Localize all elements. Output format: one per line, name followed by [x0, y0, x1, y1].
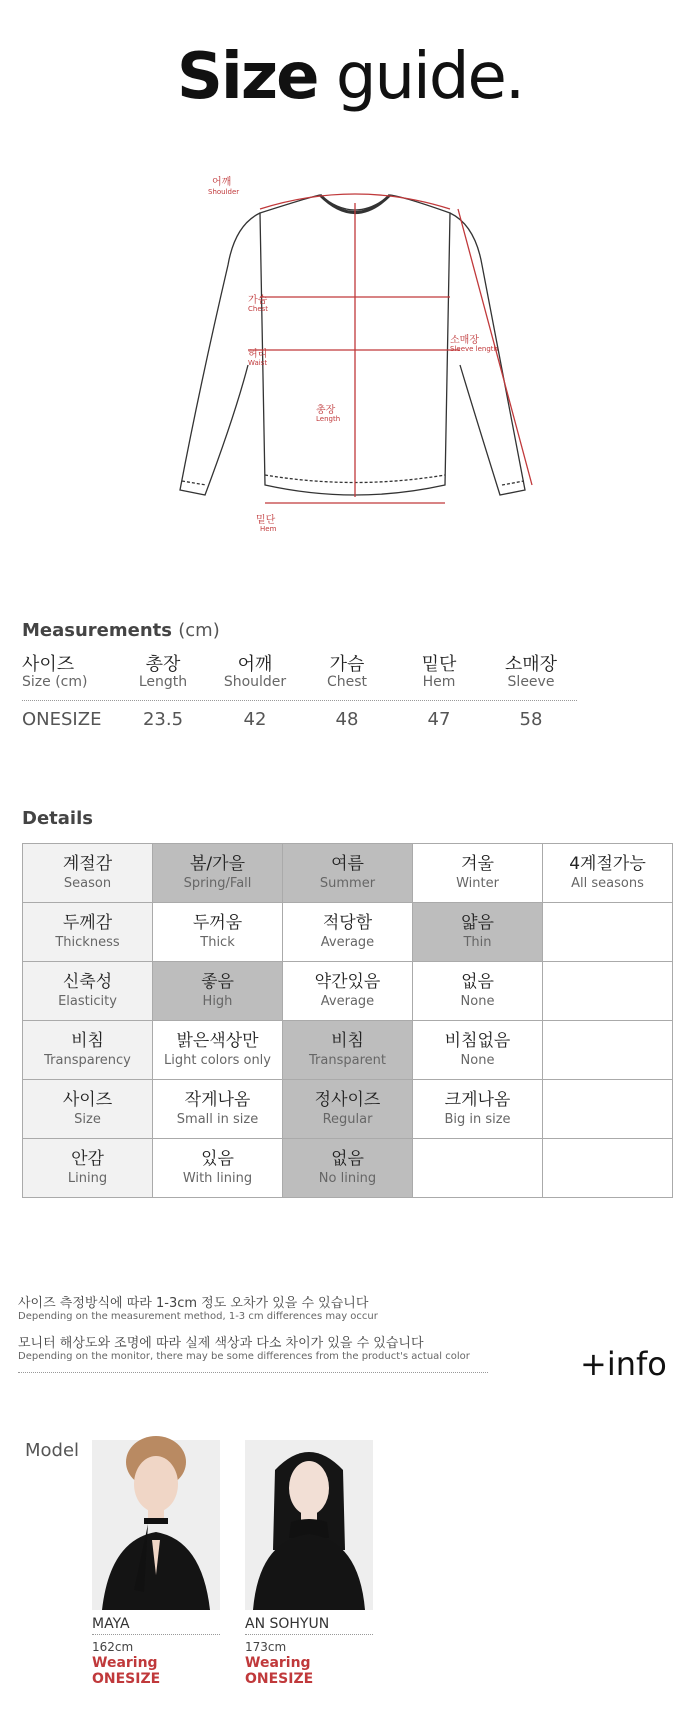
details-cell: 밝은색상만 Light colors only — [153, 1021, 283, 1080]
svg-text:Hem: Hem — [260, 525, 277, 533]
details-cell-empty — [543, 903, 673, 962]
model-card-an-sohyun — [245, 1440, 373, 1687]
svg-text:총장: 총장 — [316, 405, 336, 416]
details-cell: 4계절가능 All seasons — [543, 844, 673, 903]
details-cell-empty — [543, 1080, 673, 1139]
model-photo-illustration — [245, 1440, 373, 1610]
details-cell: 비침없음 None — [413, 1021, 543, 1080]
details-cell: 두께감 Thickness — [23, 903, 153, 962]
details-table — [22, 843, 673, 1198]
color-note: 모니터 해상도와 조명에 따라 실제 색상과 다소 차이가 있을 수 있습니다 Depending on the monitor, there may be some differences from the product's actual color — [18, 1336, 470, 1362]
model-wearing-size: Wearing ONESIZE — [92, 1655, 161, 1687]
measurements-table — [22, 650, 577, 730]
details-cell: 두꺼움 Thick — [153, 903, 283, 962]
details-cell: 신축성 Elasticity — [23, 962, 153, 1021]
svg-text:허리: 허리 — [248, 349, 268, 360]
header-chest: 가슴 Chest — [326, 654, 368, 690]
measurements-header-row — [22, 650, 577, 694]
details-row-size — [23, 1080, 673, 1139]
svg-text:밑단: 밑단 — [256, 515, 276, 526]
value-sleeve: 58 — [519, 709, 543, 730]
svg-text:가슴: 가슴 — [248, 295, 268, 306]
details-cell: 안감 Lining — [23, 1139, 153, 1198]
chest-label — [248, 293, 268, 313]
details-cell: 없음 None — [413, 962, 543, 1021]
svg-text:Sleeve length: Sleeve length — [450, 345, 498, 353]
value-size: ONESIZE — [22, 709, 102, 730]
details-cell: 작게나옴 Small in size — [153, 1080, 283, 1139]
header-shoulder: 어깨 Shoulder — [223, 654, 287, 690]
header-size: 사이즈 Size (cm) — [22, 654, 88, 690]
details-cell: 계절감 Season — [23, 844, 153, 903]
details-cell-empty — [543, 1139, 673, 1198]
svg-text:Chest: Chest — [248, 305, 269, 313]
length-label — [316, 403, 340, 423]
details-row-lining — [23, 1139, 673, 1198]
sleeve-label — [450, 333, 498, 353]
right-sleeve-outline — [450, 213, 525, 495]
svg-text:소매장: 소매장 — [450, 335, 479, 346]
measurement-note: 사이즈 측정방식에 따라 1-3cm 정도 오차가 있을 수 있습니다 Depending on the measurement method, 1-3 cm differences may occur — [18, 1296, 378, 1322]
details-row-thickness — [23, 903, 673, 962]
title-light: guide. — [335, 40, 524, 114]
model-card-maya — [92, 1440, 220, 1687]
page-title — [0, 40, 700, 114]
details-cell: 크게나옴 Big in size — [413, 1080, 543, 1139]
measurements-title: Measurements (cm) — [22, 620, 220, 641]
details-cell: 겨울 Winter — [413, 844, 543, 903]
details-row-transparency — [23, 1021, 673, 1080]
header-length: 총장 Length — [138, 654, 188, 690]
model-photo — [92, 1440, 220, 1610]
measurements-value-row — [22, 709, 577, 730]
value-chest: 48 — [335, 709, 359, 730]
svg-text:Length: Length — [316, 415, 341, 423]
value-length: 23.5 — [142, 709, 184, 730]
details-cell-selected: 정사이즈 Regular — [283, 1080, 413, 1139]
details-cell-selected: 봄/가을 Spring/Fall — [153, 844, 283, 903]
details-cell-empty — [413, 1139, 543, 1198]
details-row-elasticity — [23, 962, 673, 1021]
details-cell-selected: 여름 Summer — [283, 844, 413, 903]
value-shoulder: 42 — [243, 709, 267, 730]
model-name: AN SOHYUN — [245, 1616, 373, 1635]
details-cell-selected: 비침 Transparent — [283, 1021, 413, 1080]
details-cell: 있음 With lining — [153, 1139, 283, 1198]
details-cell: 사이즈 Size — [23, 1080, 153, 1139]
size-diagram — [160, 177, 550, 585]
details-cell: 적당함 Average — [283, 903, 413, 962]
measurements-divider — [22, 700, 577, 701]
details-cell: 약간있음 Average — [283, 962, 413, 1021]
svg-text:Shoulder: Shoulder — [208, 188, 240, 196]
model-wearing-size: Wearing ONESIZE — [245, 1655, 314, 1687]
hem-label — [256, 513, 277, 533]
measurements-unit: (cm) — [178, 620, 220, 641]
svg-text:어깨: 어깨 — [212, 177, 232, 188]
details-cell-selected: 얇음 Thin — [413, 903, 543, 962]
svg-text:Waist: Waist — [248, 359, 268, 367]
title-bold: Size — [176, 40, 318, 114]
model-photo-illustration — [92, 1440, 220, 1610]
details-cell-empty — [543, 1021, 673, 1080]
model-height: 162cm — [92, 1640, 134, 1654]
header-sleeve: 소매장 Sleeve — [504, 654, 558, 690]
model-label: Model — [25, 1440, 80, 1461]
details-row-season — [23, 844, 673, 903]
waist-label — [248, 347, 267, 367]
model-name: MAYA — [92, 1616, 220, 1635]
value-hem: 47 — [427, 709, 451, 730]
model-photo — [245, 1440, 373, 1610]
details-cell: 비침 Transparency — [23, 1021, 153, 1080]
shoulder-label — [208, 175, 239, 196]
info-label: +info — [580, 1345, 667, 1383]
model-height: 173cm — [245, 1640, 287, 1654]
details-cell-selected: 좋음 High — [153, 962, 283, 1021]
details-cell-selected: 없음 No lining — [283, 1139, 413, 1198]
header-hem: 밑단 Hem — [421, 654, 457, 690]
details-cell-empty — [543, 962, 673, 1021]
details-title: Details — [22, 808, 93, 829]
notes-divider — [18, 1372, 488, 1373]
